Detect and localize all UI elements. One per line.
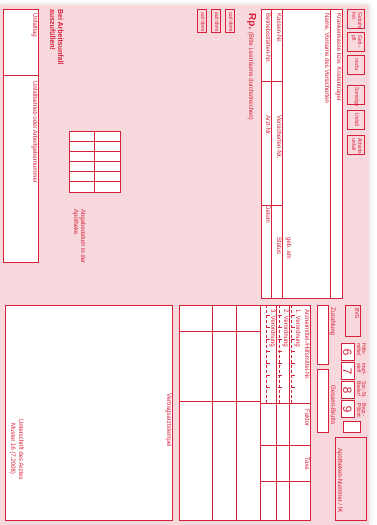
divider <box>69 181 121 182</box>
tick-mark <box>266 387 270 388</box>
divider <box>261 403 311 404</box>
unfallbetrieb-label: Unfallbetrieb oder Arbeitgebernummer <box>31 81 37 183</box>
divider <box>276 305 277 521</box>
prescription-form <box>0 5 369 525</box>
unfall-label: Unfall <box>353 113 359 126</box>
gesamt-brutto-label: Gesamt-Brutto <box>329 385 335 425</box>
tick-mark <box>266 351 270 352</box>
tick-mark <box>266 363 270 364</box>
verordnung-1-label: 1. Verordnung <box>294 309 300 347</box>
aut-idem-label: aut idem <box>199 12 205 32</box>
noctu-label: noctu <box>353 58 359 71</box>
gesamt-brutto-field[interactable] <box>317 369 329 433</box>
rp-hint: (Bitte Leerräume durchstreichen) <box>247 31 253 120</box>
digit-9: 9 <box>340 405 354 413</box>
vertragsarztstempel-box[interactable] <box>5 305 173 521</box>
geb-pfl-box[interactable] <box>347 32 365 52</box>
pzn-label: Arzneimittel-/Hilfsmittel-Nr. <box>303 309 309 380</box>
divider <box>282 9 283 299</box>
divider <box>289 305 290 521</box>
aut-idem-box-2[interactable] <box>211 9 221 33</box>
divider <box>69 161 121 162</box>
geb-pfl-label: Geb.- pfl. <box>350 35 362 48</box>
digit-box-6[interactable] <box>341 343 355 361</box>
digit-box-7[interactable] <box>341 362 355 380</box>
digit-box-9[interactable] <box>341 400 355 418</box>
unfall-box[interactable] <box>347 110 365 130</box>
tick-mark <box>278 387 282 388</box>
betriebsstaetten-nr-label: Betriebsstätten-Nr. <box>264 13 270 63</box>
tick-mark <box>266 375 270 376</box>
tick-mark <box>291 375 295 376</box>
sonstige-label: Sonstige <box>353 87 359 107</box>
divider <box>261 445 311 446</box>
verordnung-3-label: 3. Verordnung <box>269 309 275 347</box>
gebuehr-frei-label: Gebühr frei <box>350 12 362 29</box>
faktor-label: Faktor <box>303 409 309 427</box>
divider <box>212 305 213 521</box>
aut-idem-label: aut idem <box>227 12 233 32</box>
tick-mark <box>291 315 295 316</box>
zuzahlung-label: Zuzahlung <box>329 307 335 336</box>
aut-idem-box-3[interactable] <box>197 9 207 33</box>
apotheken-nr-label: Apotheken-Nummer / IK <box>336 448 342 513</box>
tick-mark <box>291 363 295 364</box>
aut-idem-box-1[interactable] <box>225 9 235 33</box>
unfalltag-label: Unfalltag <box>31 13 37 37</box>
divider <box>261 481 311 482</box>
unterschrift-label: Unterschrift des Arztes <box>17 419 23 480</box>
vertragsarztstempel-label: Vertragsarztstempel <box>165 393 171 447</box>
tick-mark <box>266 339 270 340</box>
tick-mark <box>291 387 295 388</box>
tick-mark <box>278 315 282 316</box>
divider <box>271 9 272 299</box>
hilfsmittel-label: Hilfs- mittel <box>355 343 366 355</box>
divider <box>179 331 261 332</box>
name-label: Name, Vorname des Versicherten <box>323 13 329 103</box>
divider <box>261 81 283 82</box>
arbeitsunfall-label: Arbeits- unfall <box>350 138 362 156</box>
gebuehr-frei-box[interactable] <box>347 9 365 29</box>
verordnung-2-label: 2. Verordnung <box>282 309 288 347</box>
tick-mark <box>278 351 282 352</box>
divider <box>279 305 280 403</box>
begr-pflicht-box[interactable] <box>343 421 361 433</box>
divider <box>94 131 95 193</box>
divider <box>179 401 261 402</box>
versicherten-nr-label: Versicherten-Nr. <box>275 115 281 159</box>
tick-mark <box>278 375 282 376</box>
tick-mark <box>291 339 295 340</box>
geb-am-label: geb. am <box>285 237 291 259</box>
tick-mark <box>266 327 270 328</box>
bvg-label: BVG <box>353 308 359 319</box>
krankenkasse-label: Krankenkasse bzw. Kostenträger <box>335 13 341 101</box>
kassen-nr-label: Kassen-Nr. <box>275 13 281 43</box>
divider <box>3 75 39 76</box>
divider <box>330 9 331 299</box>
divider <box>69 141 121 142</box>
aut-idem-label: aut idem <box>213 12 219 32</box>
rp-heading <box>246 13 257 120</box>
tick-mark <box>266 315 270 316</box>
tick-mark <box>278 327 282 328</box>
divider <box>69 171 121 172</box>
divider <box>236 305 237 521</box>
tick-mark <box>291 327 295 328</box>
bei-arbeitsunfall-heading: Bei Arbeitsunfall auszufüllen! <box>48 9 63 65</box>
tick-mark <box>278 339 282 340</box>
bvg-box[interactable] <box>345 305 361 337</box>
divider <box>260 305 261 521</box>
tick-mark <box>278 363 282 364</box>
muster-label: Muster 16 (7.2008) <box>9 423 15 474</box>
sonstige-box[interactable] <box>347 85 365 105</box>
noctu-box[interactable] <box>347 55 365 75</box>
divider <box>266 305 267 403</box>
zuzahlung-field[interactable] <box>317 305 329 365</box>
digit-box-8[interactable] <box>341 381 355 399</box>
arzt-nr-label: Arzt-Nr. <box>264 115 270 136</box>
divider <box>291 305 292 403</box>
spr-st-bedarf-label: Spr.-St. Bedarf <box>355 381 366 398</box>
apotheken-nr-box[interactable] <box>335 437 367 521</box>
impfstoff-label: Impf- stoff <box>355 363 366 375</box>
digit-8: 8 <box>340 386 354 394</box>
tick-mark <box>291 351 295 352</box>
begr-pflicht-label: Begr.- Pflicht <box>355 403 366 417</box>
arbeitsunfall-box[interactable] <box>347 135 365 155</box>
taxe-label: Taxe <box>303 457 309 470</box>
abgabedatum-label: Abgabedatum in der Apotheke <box>72 209 85 264</box>
divider <box>69 151 121 152</box>
digit-7: 7 <box>340 367 354 375</box>
datum-label: Datum <box>264 205 270 223</box>
rp-label: Rp. <box>246 13 257 30</box>
status-label: Status <box>275 237 281 255</box>
digit-6: 6 <box>340 348 354 356</box>
